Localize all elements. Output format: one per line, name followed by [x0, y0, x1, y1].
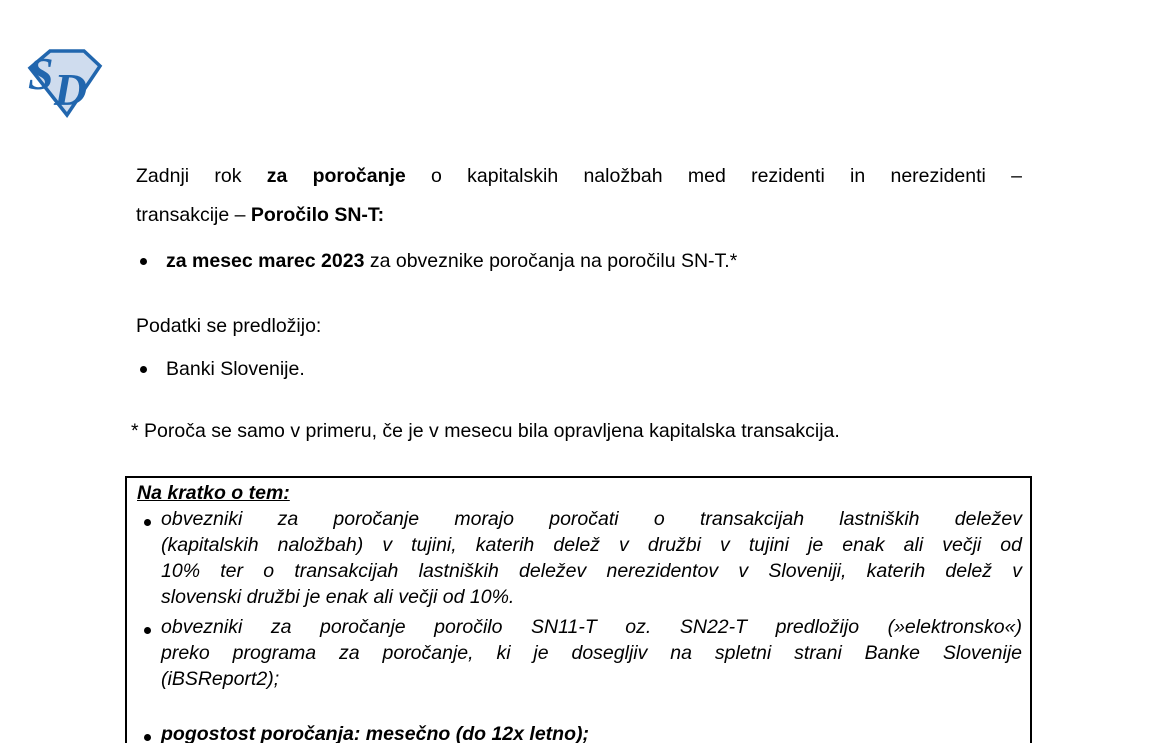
title-text: transakcije –	[136, 204, 251, 226]
logo-letter-d: D	[54, 64, 88, 115]
bullet-text-line: slovenski družbi je enak ali večji od 10%.	[161, 586, 515, 608]
bullet-text-line: obvezniki za poročanje morajo poročati o transakcijah lastniških deležev	[161, 508, 1022, 530]
submission-bullet-item: Banki Slovenije.	[166, 358, 305, 380]
title-bold-text: za poročanje	[266, 165, 406, 187]
footnote-text: * Poroča se samo v primeru, če je v mesecu bila opravljena kapitalska transakcija.	[131, 420, 840, 442]
bullet-text-line: (kapitalskih naložbah) v tujini, katerih delež v družbi v tujini je enak ali večji od	[161, 534, 1022, 556]
bullet-text-line: preko programa za poročanje, ki je dosegljiv na spletni strani Banke Slovenije	[161, 642, 1022, 664]
info-box-bullet-3: pogostost poročanja: mesečno (do 12x letno);	[161, 723, 589, 743]
logo-letter-s: S	[28, 48, 54, 99]
info-box-bullet-1	[161, 506, 1022, 610]
title-bold-text: Poročilo SN-T:	[250, 204, 385, 226]
title-text: o kapitalskih naložbah med rezidenti in nerezidenti –	[405, 165, 1022, 187]
bullet-marker	[144, 627, 151, 634]
sd-logo-graphic	[26, 45, 104, 119]
deadline-bold-text: za mesec marec 2023	[166, 250, 365, 272]
bullet-marker	[144, 734, 151, 741]
title-text: Zadnji rok	[136, 165, 267, 187]
bullet-text-line: obvezniki za poročanje poročilo SN11-T oz. SN22-T predložijo (»elektronsko«)	[161, 616, 1022, 638]
title-line-2	[136, 202, 1022, 228]
info-box-bullet-2	[161, 614, 1022, 692]
bullet-text-line: 10% ter o transakcijah lastniških deležev nerezidentov v Sloveniji, katerih delež v	[161, 560, 1022, 582]
bullet-marker	[140, 258, 147, 265]
deadline-regular-text: za obveznike poročanja na poročilu SN-T.*	[364, 250, 738, 272]
info-box	[125, 476, 1032, 743]
title-line-1	[136, 163, 1022, 189]
deadline-bullet-item	[166, 248, 1026, 274]
info-box-heading: Na kratko o tem:	[137, 482, 290, 504]
bullet-marker	[144, 519, 151, 526]
sd-logo	[26, 45, 104, 119]
submission-heading: Podatki se predložijo:	[136, 315, 322, 337]
bullet-text-line: (iBSReport2);	[161, 668, 280, 690]
bullet-marker	[140, 366, 147, 373]
